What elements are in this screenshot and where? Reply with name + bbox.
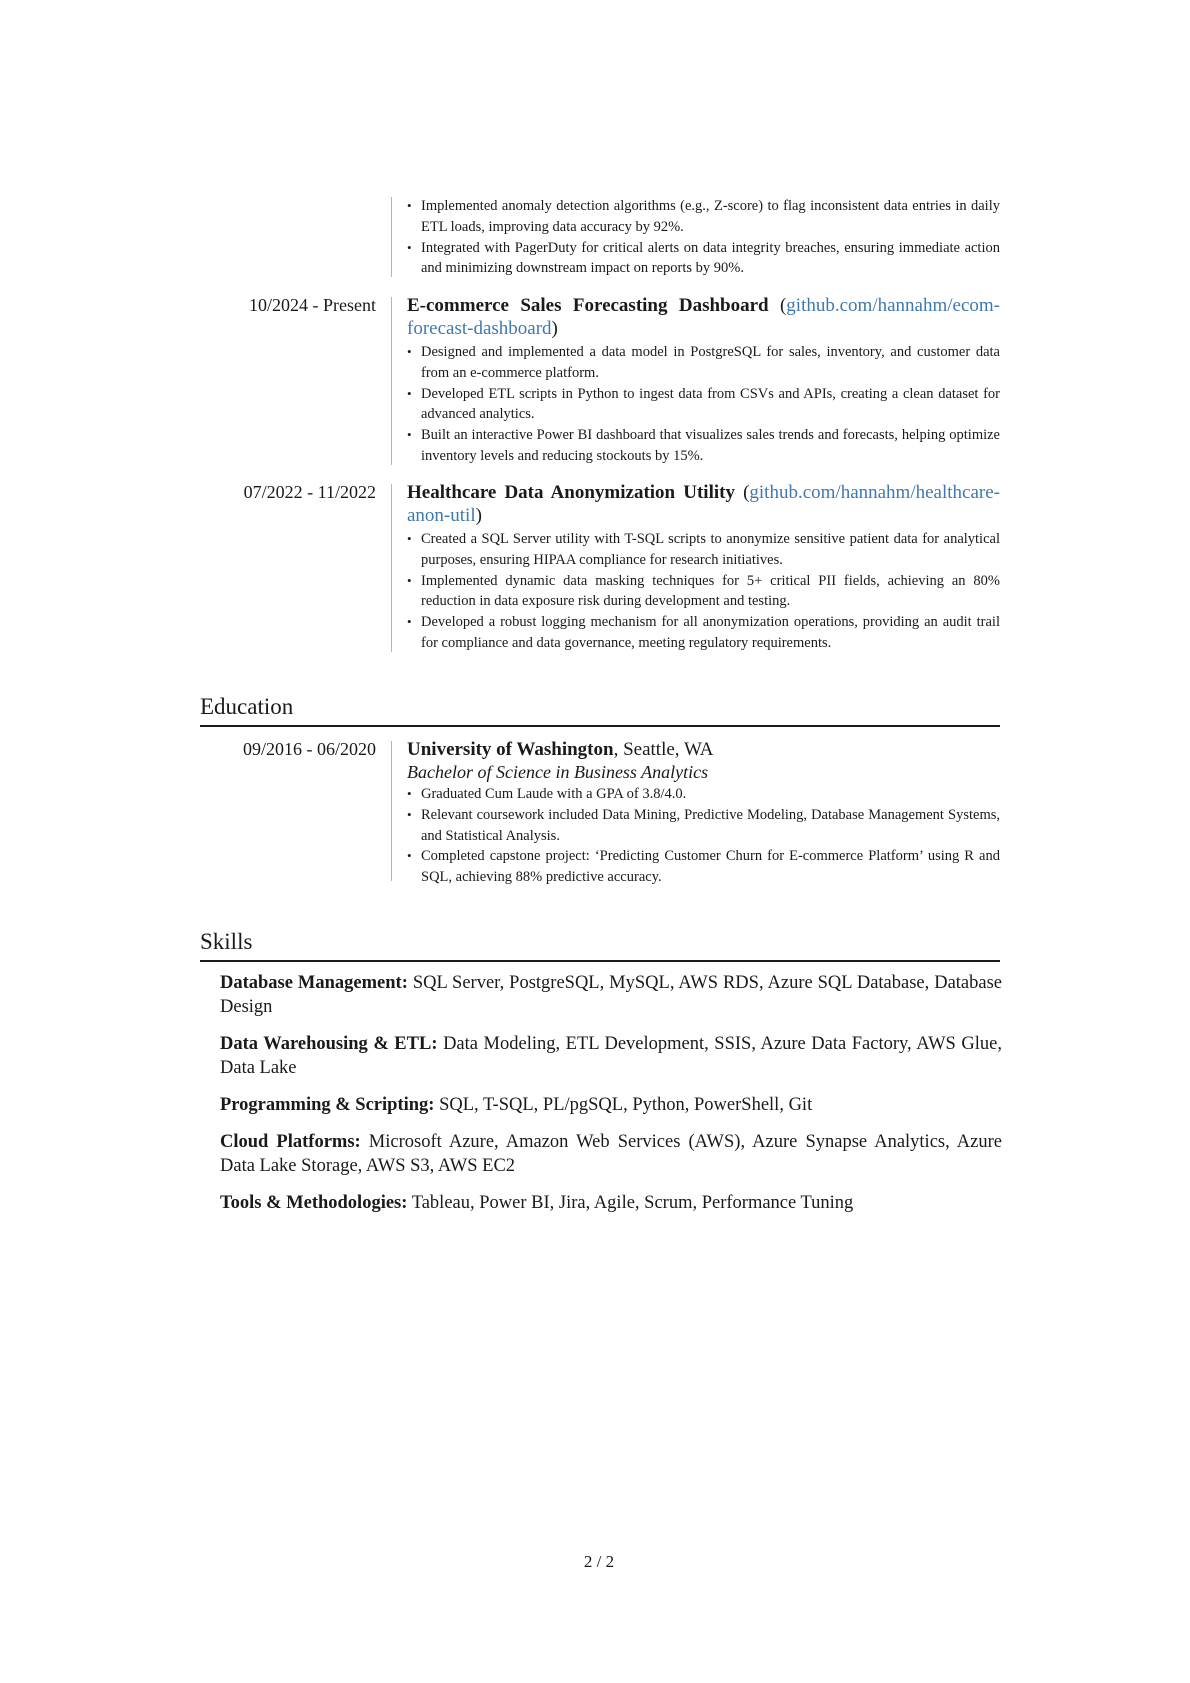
bullet-list	[407, 342, 1000, 467]
bullet-list	[407, 529, 1000, 654]
school-name: University of Washington	[407, 739, 614, 760]
skill-label: Programming & Scripting:	[220, 1095, 435, 1115]
skill-label: Database Management:	[220, 973, 408, 993]
bullet-item: • Completed capstone project: ‘Predicting Customer Churn for E-commerce Platform’ using R and SQL, achieving 88% predictive accuracy.	[407, 846, 1000, 888]
education-entry	[407, 738, 1000, 888]
project-title-line: Healthcare Data Anonymization Utility (github.com/hannahm/healthcare-anon-util)	[407, 482, 1000, 526]
project-link[interactable]: github.com/hannahm/ecom-forecast-dashboard	[407, 295, 1000, 339]
skill-label: Tools & Methodologies:	[220, 1193, 408, 1213]
bullet-item: • Designed and implemented a data model in PostgreSQL for sales, inventory, and customer data from an e-commerce platform.	[407, 342, 1000, 384]
project-entry	[407, 481, 1000, 654]
project-title: Healthcare Data Anonymization Utility	[407, 482, 735, 503]
section-rule	[200, 960, 1000, 962]
entry-date: 07/2022 - 11/2022	[243, 482, 376, 502]
section-heading-skills: Skills	[200, 929, 253, 954]
bullet-item: • Relevant coursework included Data Mining, Predictive Modeling, Database Management Systems, and Statistical Analysis.	[407, 805, 1000, 847]
skill-label: Data Warehousing & ETL:	[220, 1034, 438, 1054]
skill-row	[220, 1093, 1002, 1117]
bullet-list	[407, 196, 1000, 279]
education-title-line	[407, 738, 1000, 761]
skill-row	[220, 971, 1002, 1019]
bullet-item: • Implemented dynamic data masking techniques for 5+ critical PII fields, achieving an 80% reduction in data exposure risk during development and testing.	[407, 571, 1000, 613]
section-heading-education: Education	[200, 694, 294, 719]
bullet-item: • Created a SQL Server utility with T-SQL scripts to anonymize sensitive patient data for analytical purposes, ensuring HIPAA compliance for research initiatives.	[407, 529, 1000, 571]
bullet-item: • Graduated Cum Laude with a GPA of 3.8/4.0.	[407, 784, 1000, 805]
entry-date: 09/2016 - 06/2020	[243, 739, 376, 759]
entry-date: 10/2024 - Present	[249, 295, 376, 315]
timeline-divider	[391, 484, 392, 652]
bullet-item: • Developed ETL scripts in Python to ingest data from CSVs and APIs, creating a clean dataset for advanced analytics.	[407, 384, 1000, 426]
timeline-divider	[391, 197, 392, 277]
school-location: , Seattle, WA	[613, 739, 714, 760]
project-title-line: E-commerce Sales Forecasting Dashboard (github.com/hannahm/ecom-forecast-dashboard)	[407, 295, 1000, 339]
project-entry	[407, 294, 1000, 467]
skill-value: Microsoft Azure, Amazon Web Services (AWS), Azure Synapse Analytics, Azure Data Lake Storage, AWS S3, AWS EC2	[220, 1132, 1003, 1176]
skill-value: SQL Server, PostgreSQL, MySQL, AWS RDS, Azure SQL Database, Database Design	[220, 973, 1003, 1017]
section-rule	[200, 725, 1000, 727]
timeline-divider	[391, 741, 392, 881]
continued-project-entry	[407, 196, 1000, 279]
skill-value: Tableau, Power BI, Jira, Agile, Scrum, Performance Tuning	[411, 1193, 854, 1213]
bullet-item: • Implemented anomaly detection algorithms (e.g., Z-score) to flag inconsistent data entries in daily ETL loads, improving data accuracy by 92%.	[407, 196, 1000, 238]
bullet-list	[407, 784, 1000, 888]
skill-value: Data Modeling, ETL Development, SSIS, Azure Data Factory, AWS Glue, Data Lake	[220, 1034, 1002, 1078]
bullet-item: • Built an interactive Power BI dashboard that visualizes sales trends and forecasts, helping optimize inventory levels and reducing stockouts by 15%.	[407, 425, 1000, 467]
timeline-divider	[391, 297, 392, 465]
skill-value: SQL, T-SQL, PL/pgSQL, Python, PowerShell, Git	[439, 1095, 813, 1115]
bullet-item: • Developed a robust logging mechanism for all anonymization operations, providing an audit trail for compliance and data governance, meeting regulatory requirements.	[407, 612, 1000, 654]
skill-row	[220, 1032, 1002, 1080]
bullet-item: • Integrated with PagerDuty for critical alerts on data integrity breaches, ensuring immediate action and minimizing downstream impact on reports by 90%.	[407, 238, 1000, 280]
project-title: E-commerce Sales Forecasting Dashboard	[407, 295, 769, 316]
degree: Bachelor of Science in Business Analytics	[407, 762, 709, 782]
skill-label: Cloud Platforms:	[220, 1132, 361, 1152]
page-number: 2 / 2	[583, 1552, 615, 1571]
skill-row	[220, 1191, 1002, 1215]
project-link[interactable]: github.com/hannahm/healthcare-anon-util	[407, 482, 1000, 526]
skill-row	[220, 1130, 1002, 1178]
